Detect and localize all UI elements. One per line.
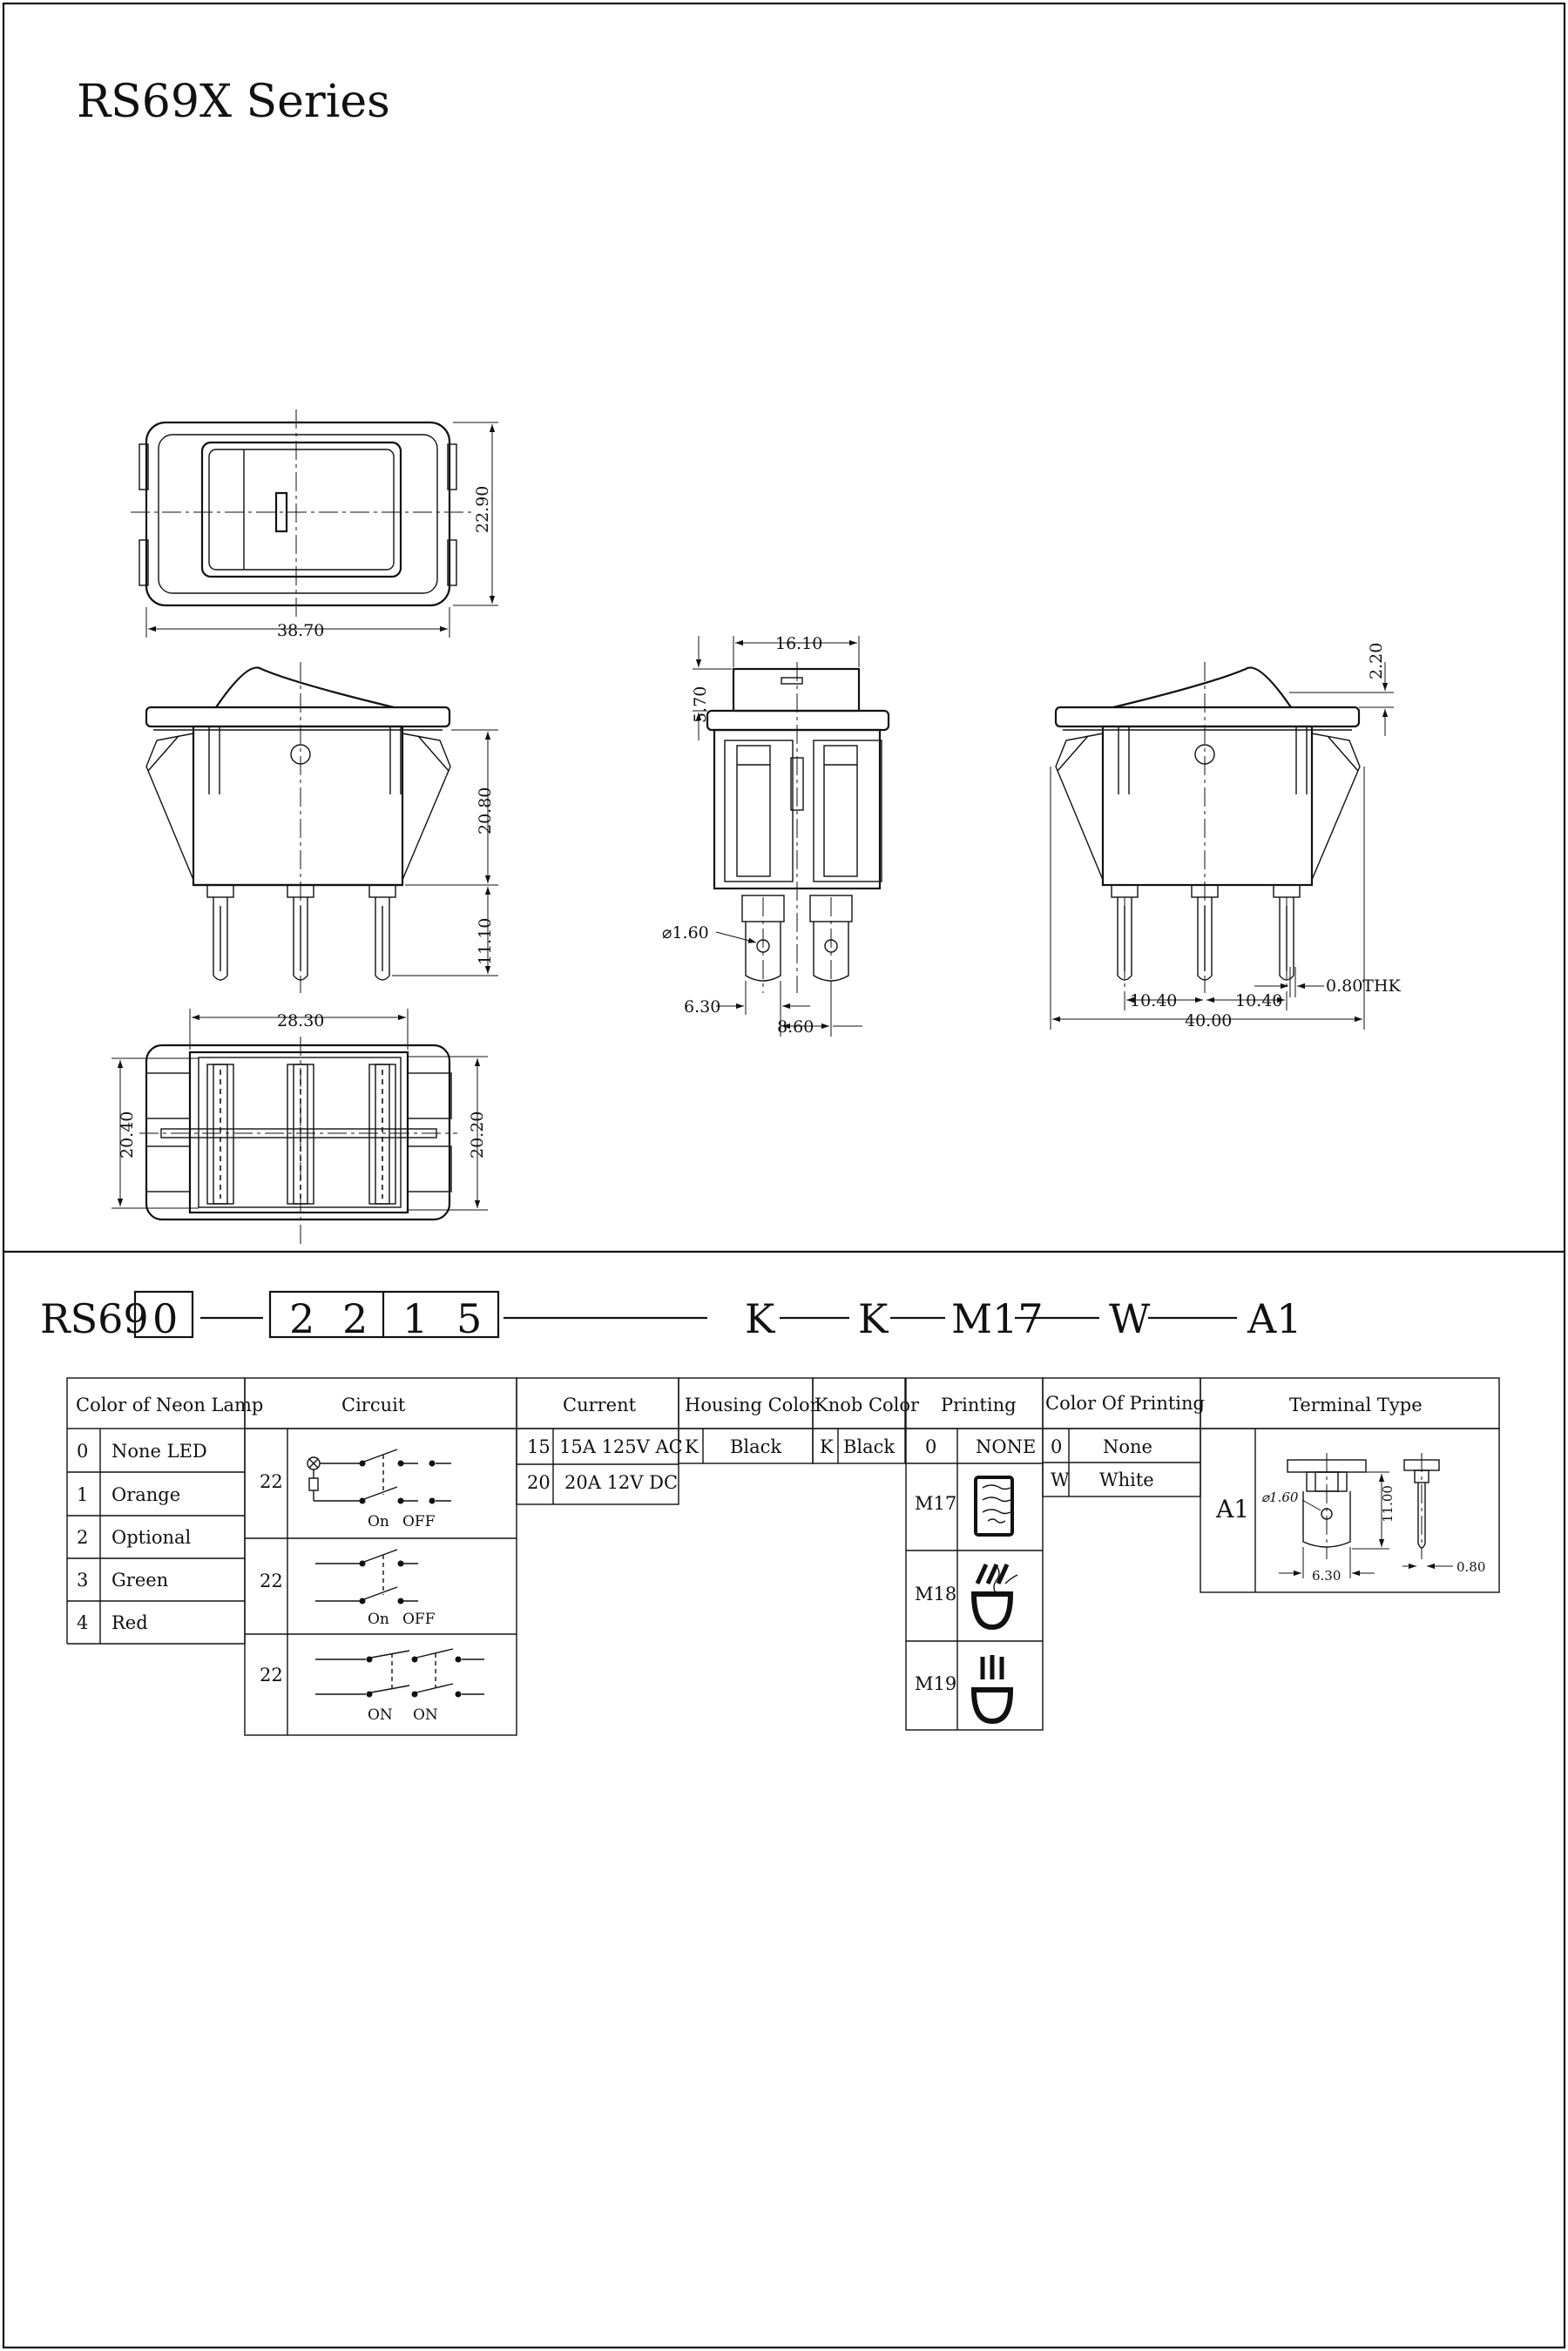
- dim-tab-width: 6.30: [684, 997, 721, 1017]
- printing-header: Printing: [941, 1395, 1017, 1415]
- code-digit-4: 5: [456, 1295, 483, 1342]
- lamp-code: 1: [77, 1484, 89, 1505]
- lamp-code: 2: [77, 1527, 89, 1548]
- dim-hole-dia: ⌀1.60: [662, 923, 709, 942]
- circuit-diagram-spst: [315, 1550, 436, 1628]
- knob-header: Knob Color: [814, 1395, 920, 1415]
- page-border: [3, 3, 1565, 2348]
- circuit-state-label: ON: [413, 1706, 438, 1724]
- lamp-label: None LED: [112, 1441, 207, 1462]
- lamp-label: Red: [112, 1612, 148, 1633]
- printing-code: 0: [925, 1436, 937, 1457]
- dim-overall-width: 40.00: [1185, 1011, 1233, 1030]
- terminal-drawing: [1261, 1453, 1485, 1584]
- housing-code: K: [685, 1436, 699, 1457]
- housing-label: Black: [730, 1436, 782, 1457]
- circuit-code: 22: [260, 1471, 283, 1492]
- circuit-header: Circuit: [341, 1395, 406, 1415]
- terminal-thick: 0.80: [1456, 1559, 1486, 1575]
- code-housing: K: [745, 1295, 775, 1342]
- terminal-code: A1: [1216, 1495, 1250, 1523]
- code-lamp: 0: [152, 1295, 179, 1342]
- print-color-label: White: [1099, 1469, 1154, 1490]
- code-prefix: RS69: [40, 1295, 149, 1342]
- lamp-code: 0: [77, 1441, 89, 1462]
- bottom-view: [112, 1009, 488, 1244]
- dim-top-height: 22.90: [473, 485, 492, 533]
- current-label: 20A 12V DC: [564, 1472, 679, 1493]
- printing-code: M19: [915, 1673, 957, 1694]
- table-print-color: [1043, 1378, 1205, 1496]
- circuit-code: 22: [260, 1571, 283, 1591]
- terminal-length: 11.00: [1380, 1485, 1396, 1523]
- dim-side-height: 20.80: [476, 787, 495, 834]
- front-view: [662, 634, 889, 1037]
- table-printing: [906, 1378, 1043, 1730]
- lamp-code: 4: [77, 1612, 89, 1633]
- lamp-code: 3: [77, 1570, 89, 1591]
- table-knob: [813, 1378, 920, 1463]
- circuit-diagram-lamp: [308, 1449, 451, 1530]
- page-title: RS69X Series: [77, 76, 390, 128]
- print-color-label: None: [1103, 1436, 1152, 1457]
- dim-thickness: 0.80THK: [1326, 976, 1401, 996]
- lamp-header: Color of Neon Lamp: [76, 1395, 264, 1415]
- fog-light-icon: [974, 1564, 1017, 1627]
- printing-code: M17: [915, 1493, 957, 1514]
- circuit-code: 22: [260, 1665, 283, 1686]
- current-code: 15: [527, 1436, 551, 1457]
- circuit-state-label: On: [368, 1611, 389, 1628]
- code-digit-3: 1: [402, 1295, 429, 1342]
- top-view: [131, 409, 498, 640]
- code-printing: M17: [951, 1295, 1044, 1342]
- code-digit-1: 2: [289, 1295, 315, 1342]
- rear-defrost-icon: [976, 1477, 1012, 1535]
- circuit-state-label: OFF: [402, 1611, 436, 1628]
- code-knob: K: [858, 1295, 889, 1342]
- current-header: Current: [563, 1395, 637, 1415]
- dim-rocker-height: 2.20: [1367, 642, 1386, 679]
- dim-bottom-left: 20.40: [118, 1111, 137, 1159]
- lamp-label: Optional: [112, 1527, 192, 1548]
- side-view-right: [1051, 643, 1402, 1030]
- current-label: 15A 125V AC: [559, 1436, 683, 1457]
- code-terminal: A1: [1247, 1295, 1302, 1342]
- print-color-code: W: [1051, 1469, 1070, 1490]
- table-circuit: [245, 1378, 517, 1735]
- work-light-icon: [974, 1655, 1010, 1721]
- printing-label: NONE: [976, 1436, 1037, 1457]
- circuit-state-label: On: [368, 1513, 389, 1530]
- dim-pitch-right: 10.40: [1235, 991, 1283, 1010]
- circuit-diagram-dpdt: [315, 1649, 484, 1724]
- circuit-state-label: ON: [368, 1706, 393, 1724]
- print-color-code: 0: [1051, 1436, 1063, 1457]
- printing-code: M18: [915, 1584, 957, 1604]
- print-color-header: Color Of Printing: [1045, 1393, 1205, 1414]
- part-code: [40, 1292, 1302, 1342]
- dim-bottom-right: 20.20: [468, 1111, 487, 1159]
- housing-header: Housing Color: [685, 1395, 819, 1415]
- dim-bottom-width: 28.30: [277, 1011, 325, 1030]
- circuit-state-label: OFF: [402, 1513, 436, 1530]
- terminal-width: 6.30: [1312, 1568, 1342, 1584]
- lamp-label: Green: [112, 1570, 169, 1591]
- terminal-header: Terminal Type: [1289, 1395, 1423, 1415]
- lamp-label: Orange: [112, 1484, 181, 1505]
- table-current: [517, 1378, 683, 1504]
- table-terminal: [1200, 1378, 1499, 1592]
- dim-knob-height: 5.70: [691, 686, 710, 723]
- table-lamp: [67, 1378, 263, 1644]
- table-housing: [679, 1378, 820, 1463]
- side-view-left: [146, 662, 498, 993]
- current-code: 20: [527, 1472, 551, 1493]
- dim-top-width: 38.70: [277, 621, 325, 640]
- dim-front-width: 16.10: [775, 634, 823, 653]
- knob-code: K: [820, 1436, 834, 1457]
- knob-label: Black: [843, 1436, 896, 1457]
- terminal-hole: ⌀1.60: [1261, 1490, 1299, 1505]
- dim-tab-pitch: 8.60: [777, 1017, 814, 1037]
- dim-terminal-length: 11.10: [476, 917, 495, 965]
- dim-pitch-left: 10.40: [1130, 991, 1178, 1010]
- code-print-color: W: [1109, 1295, 1151, 1342]
- code-digit-2: 2: [342, 1295, 368, 1342]
